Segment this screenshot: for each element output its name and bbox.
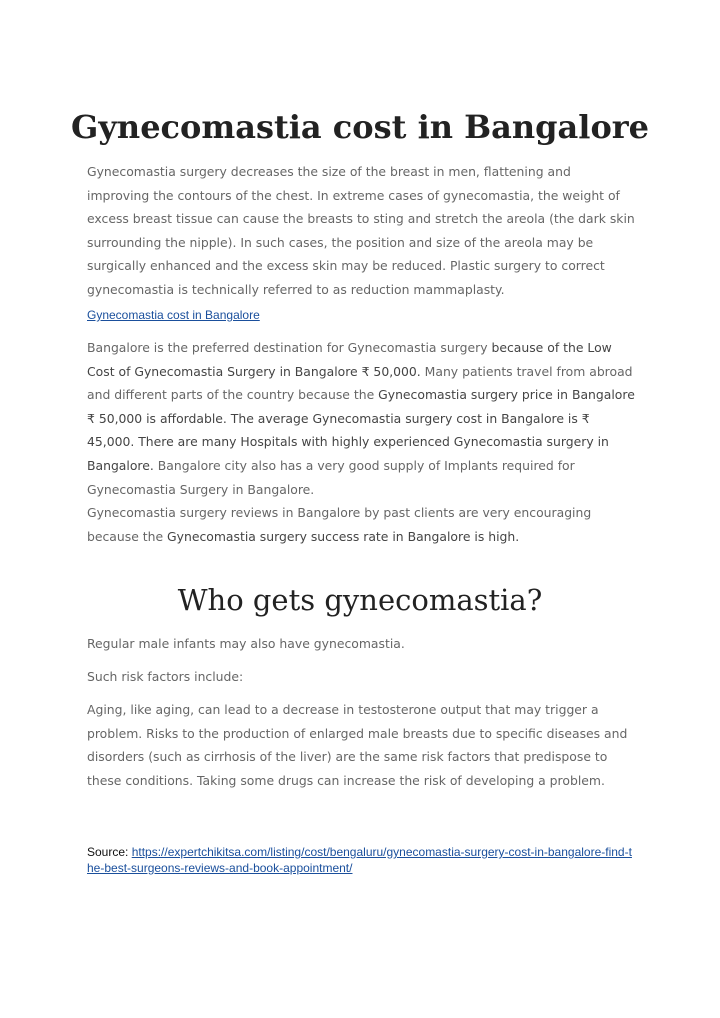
bangalore-bold-1: because of the Low Cost of Gynecomastia Surgery in Bangalore ₹ 50,000. xyxy=(87,340,612,379)
reviews-text: Gynecomastia surgery reviews in Bangalore by past clients are very encouraging because the xyxy=(87,505,592,544)
source-link[interactable]: https://expertchikitsa.com/listing/cost/bengaluru/gynecomastia-surgery-cost-in-bangalore-find-the-best-surgeons-reviews-and-book-appointment/ xyxy=(87,845,632,875)
page-title: Gynecomastia cost in Bangalore xyxy=(71,108,649,146)
bangalore-text-2: Many patients travel from abroad and different parts of the country because the xyxy=(87,363,633,403)
section-title-who-gets: Who gets gynecomastia? xyxy=(177,583,543,617)
intro-paragraph: Gynecomastia surgery decreases the size of the breast in men, flattening and improving the contours of the chest. In extreme cases of gynecomastia, the weight of excess breast tissue can cause the breasts to sting and stretch the areola (the dark skin surrounding the nipple). In such cases, the position and size of the areola may be surgically enhanced and the excess skin may be reduced. Plastic surgery to correct gynecomastia is technically referred to as reduction mammaplasty. xyxy=(87,164,635,297)
source-label: Source: xyxy=(87,845,132,859)
bangalore-paragraph xyxy=(87,336,635,548)
success-rate-bold: Gynecomastia surgery success rate in Bangalore is high. xyxy=(167,528,520,544)
bangalore-text-3: Bangalore city also has a very good supply of Implants required for Gynecomastia Surgery in Bangalore. xyxy=(87,457,575,497)
cost-link[interactable]: Gynecomastia cost in Bangalore xyxy=(87,308,260,322)
aging-paragraph: Aging, like aging, can lead to a decrease in testosterone output that may trigger a problem. Risks to the production of enlarged male breasts due to specific diseases and disorders (such as cirrhosis of the liver) are the same risk factors that predispose to these conditions. Taking some drugs can increase the risk of developing a problem. xyxy=(87,702,628,788)
risk-factors-paragraph: Such risk factors include: xyxy=(87,669,244,684)
source-line xyxy=(87,845,635,876)
bangalore-bold-2: Gynecomastia surgery price in Bangalore ₹ 50,000 is affordable. The average Gynecomastia surgery cost in Bangalore is ₹ 45,000. There are many Hospitals with highly experienced Gynecomastia surgery in Bangalore. xyxy=(87,387,635,473)
infants-paragraph: Regular male infants may also have gynecomastia. xyxy=(87,636,405,651)
bangalore-text-1: Bangalore is the preferred destination for Gynecomastia surgery xyxy=(87,340,492,355)
